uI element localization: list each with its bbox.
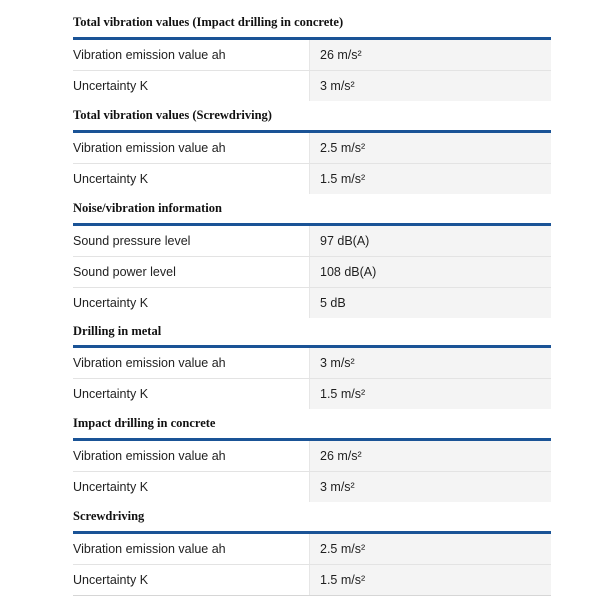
spec-table xyxy=(73,441,551,502)
spec-label: Uncertainty K xyxy=(73,480,149,494)
section-title: Noise/vibration information xyxy=(73,201,222,215)
spec-value: 5 dB xyxy=(309,288,551,318)
table-row xyxy=(73,256,551,287)
spec-value: 2.5 m/s² xyxy=(309,133,551,163)
table-row xyxy=(73,534,551,564)
spec-value: 1.5 m/s² xyxy=(309,565,551,595)
section-noise-vibration xyxy=(73,194,551,318)
spec-value: 1.5 m/s² xyxy=(309,379,551,409)
spec-table xyxy=(73,226,551,318)
section-drilling-metal xyxy=(73,318,551,409)
spec-label: Vibration emission value ah xyxy=(73,356,226,370)
spec-label: Sound power level xyxy=(73,265,176,279)
spec-label: Uncertainty K xyxy=(73,296,149,310)
table-row xyxy=(73,70,551,101)
section-screwdriving-total xyxy=(73,101,551,194)
table-row xyxy=(73,226,551,256)
spec-table xyxy=(73,40,551,101)
spec-label: Vibration emission value ah xyxy=(73,542,226,556)
spec-value: 108 dB(A) xyxy=(309,257,551,287)
spec-sheet xyxy=(73,8,551,596)
spec-label: Uncertainty K xyxy=(73,573,149,587)
spec-value: 3 m/s² xyxy=(309,472,551,502)
spec-value: 26 m/s² xyxy=(309,441,551,471)
spec-value: 26 m/s² xyxy=(309,40,551,70)
spec-table xyxy=(73,348,551,409)
section-impact-drilling-total xyxy=(73,8,551,101)
spec-label: Uncertainty K xyxy=(73,387,149,401)
section-screwdriving xyxy=(73,502,551,596)
section-title: Impact drilling in concrete xyxy=(73,416,216,430)
spec-value: 3 m/s² xyxy=(309,71,551,101)
spec-label: Uncertainty K xyxy=(73,79,149,93)
table-row xyxy=(73,441,551,471)
spec-label: Sound pressure level xyxy=(73,234,191,248)
table-row xyxy=(73,564,551,595)
section-title: Drilling in metal xyxy=(73,324,162,338)
table-row xyxy=(73,40,551,70)
table-row xyxy=(73,348,551,378)
spec-value: 97 dB(A) xyxy=(309,226,551,256)
table-row xyxy=(73,471,551,502)
spec-label: Vibration emission value ah xyxy=(73,48,226,62)
spec-value: 3 m/s² xyxy=(309,348,551,378)
section-title: Screwdriving xyxy=(73,509,145,523)
spec-value: 1.5 m/s² xyxy=(309,164,551,194)
spec-label: Uncertainty K xyxy=(73,172,149,186)
section-impact-drilling xyxy=(73,409,551,502)
table-row xyxy=(73,378,551,409)
spec-table xyxy=(73,133,551,194)
table-row xyxy=(73,287,551,318)
spec-value: 2.5 m/s² xyxy=(309,534,551,564)
table-row xyxy=(73,133,551,163)
section-title: Total vibration values (Screwdriving) xyxy=(73,108,272,122)
table-row xyxy=(73,163,551,194)
spec-table xyxy=(73,534,551,596)
spec-label: Vibration emission value ah xyxy=(73,141,226,155)
spec-label: Vibration emission value ah xyxy=(73,449,226,463)
section-title: Total vibration values (Impact drilling in concrete) xyxy=(73,15,344,29)
